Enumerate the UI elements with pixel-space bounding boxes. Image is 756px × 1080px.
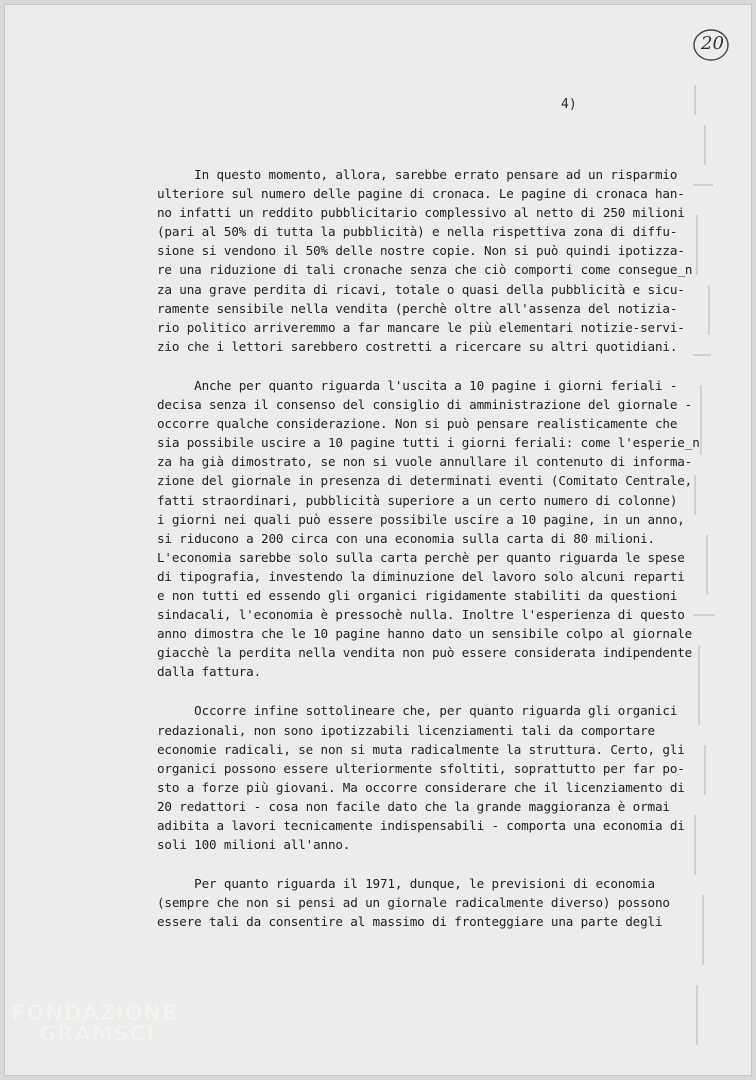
watermark-line-2: GRAMSCI (39, 1022, 155, 1046)
document-page (4, 4, 752, 1076)
text-line: rio politico arriveremmo a far mancare le più elementari notizie-servi- (157, 319, 685, 335)
body-text (157, 165, 717, 951)
text-line: (sempre che non si pensi ad un giornale radicalmente diverso) possono (157, 895, 670, 911)
text-line: re una riduzione di tali cronache senza che ciò comporti come consegue̲n (157, 262, 693, 278)
text-line: sione si vendono il 50% delle nostre copie. Non si può quindi ipotizza- (157, 243, 685, 259)
text-line: organici possono essere ulteriormente sfoltiti, soprattutto per far po- (157, 760, 685, 776)
text-line: adibita a lavori tecnicamente indispensabili - comporta una economia di (157, 818, 685, 833)
text-line: (pari al 50% di tutta la pubblicità) e nella rispettiva zona di diffu- (157, 224, 678, 240)
paragraph (157, 874, 717, 931)
text-line: soli 100 milioni all'anno. (157, 837, 351, 853)
text-line: redazionali, non sono ipotizzabili licenziamenti tali da comportare (157, 722, 655, 738)
text-line: Anche per quanto riguarda l'uscita a 10 pagine i giorni feriali - (157, 377, 678, 393)
text-line: zione del giornale in presenza di determinati eventi (Comitato Centrale, (157, 473, 693, 489)
text-line: sto a forze più giovani. Ma occorre considerare che il licenziamento di (157, 779, 685, 795)
text-line: anno dimostra che le 10 pagine hanno dato un sensibile colpo al giornale (157, 626, 693, 642)
text-line: sia possibile uscire a 10 pagine tutti i giorni feriali: come l'esperie̲n (157, 435, 700, 451)
paragraph (157, 376, 717, 682)
text-line: 20 redattori - cosa non facile dato che la grande maggioranza è ormai (157, 798, 670, 814)
text-line: no infatti un reddito pubblicitario complessivo al netto di 250 milioni (157, 205, 685, 221)
text-line: ulteriore sul numero delle pagine di cronaca. Le pagine di cronaca han- (157, 186, 685, 202)
paragraph (157, 701, 717, 854)
text-line: i giorni nei quali può essere possibile uscire a 10 pagine, in un anno, (157, 511, 685, 527)
text-line: L'economia sarebbe solo sulla carta perchè per quanto riguarda le spese (157, 549, 685, 565)
text-line: si riducono a 200 circa con una economia sulla carta di 80 milioni. (157, 530, 655, 546)
text-line: zio che i lettori sarebbero costretti a ricercare su altri quotidiani. (157, 338, 678, 354)
text-line: occorre qualche considerazione. Non si può pensare realisticamente che (157, 416, 678, 432)
watermark-line-1: FONDAZIONE (11, 1001, 178, 1025)
text-line: za ha già dimostrato, se non si vuole annullare il contenuto di informa- (157, 454, 693, 470)
text-line: ramente sensibile nella vendita (perchè oltre all'assenza del notizia- (157, 300, 678, 316)
text-line: decisa senza il consenso del consiglio di amministrazione del giornale - (157, 397, 693, 413)
text-line: Per quanto riguarda il 1971, dunque, le previsioni di economia (157, 876, 655, 892)
text-line: dalla fattura. (157, 664, 262, 680)
text-line: economie radicali, se non si muta radicalmente la struttura. Certo, gli (157, 741, 685, 757)
text-line: za una grave perdita di ricavi, totale o quasi della pubblicità e sicu- (157, 281, 685, 297)
text-line: fatti straordinari, pubblicità superiore a un certo numero di colonne) (157, 492, 678, 508)
text-line: e non tutti ed essendo gli organici rigidamente stabiliti da questioni (157, 587, 678, 603)
text-line: sindacali, l'economia è pressochè nulla. Inoltre l'esperienza di questo (157, 607, 685, 623)
archive-watermark (11, 1001, 177, 1046)
folio-number: 20 (701, 33, 724, 54)
paragraph (157, 165, 717, 356)
text-line: Occorre infine sottolineare che, per quanto riguarda gli organici (157, 703, 678, 719)
text-line: In questo momento, allora, sarebbe errato pensare ad un risparmio (157, 167, 678, 182)
folio-stamp (691, 25, 731, 65)
text-line: giacchè la perdita nella vendita non può essere considerata indipendente (157, 645, 693, 661)
page-number: 4) (561, 97, 577, 112)
text-line: essere tali da consentire al massimo di fronteggiare una parte degli (157, 914, 663, 930)
text-line: di tipografia, investendo la diminuzione del lavoro solo alcuni reparti (157, 568, 685, 584)
